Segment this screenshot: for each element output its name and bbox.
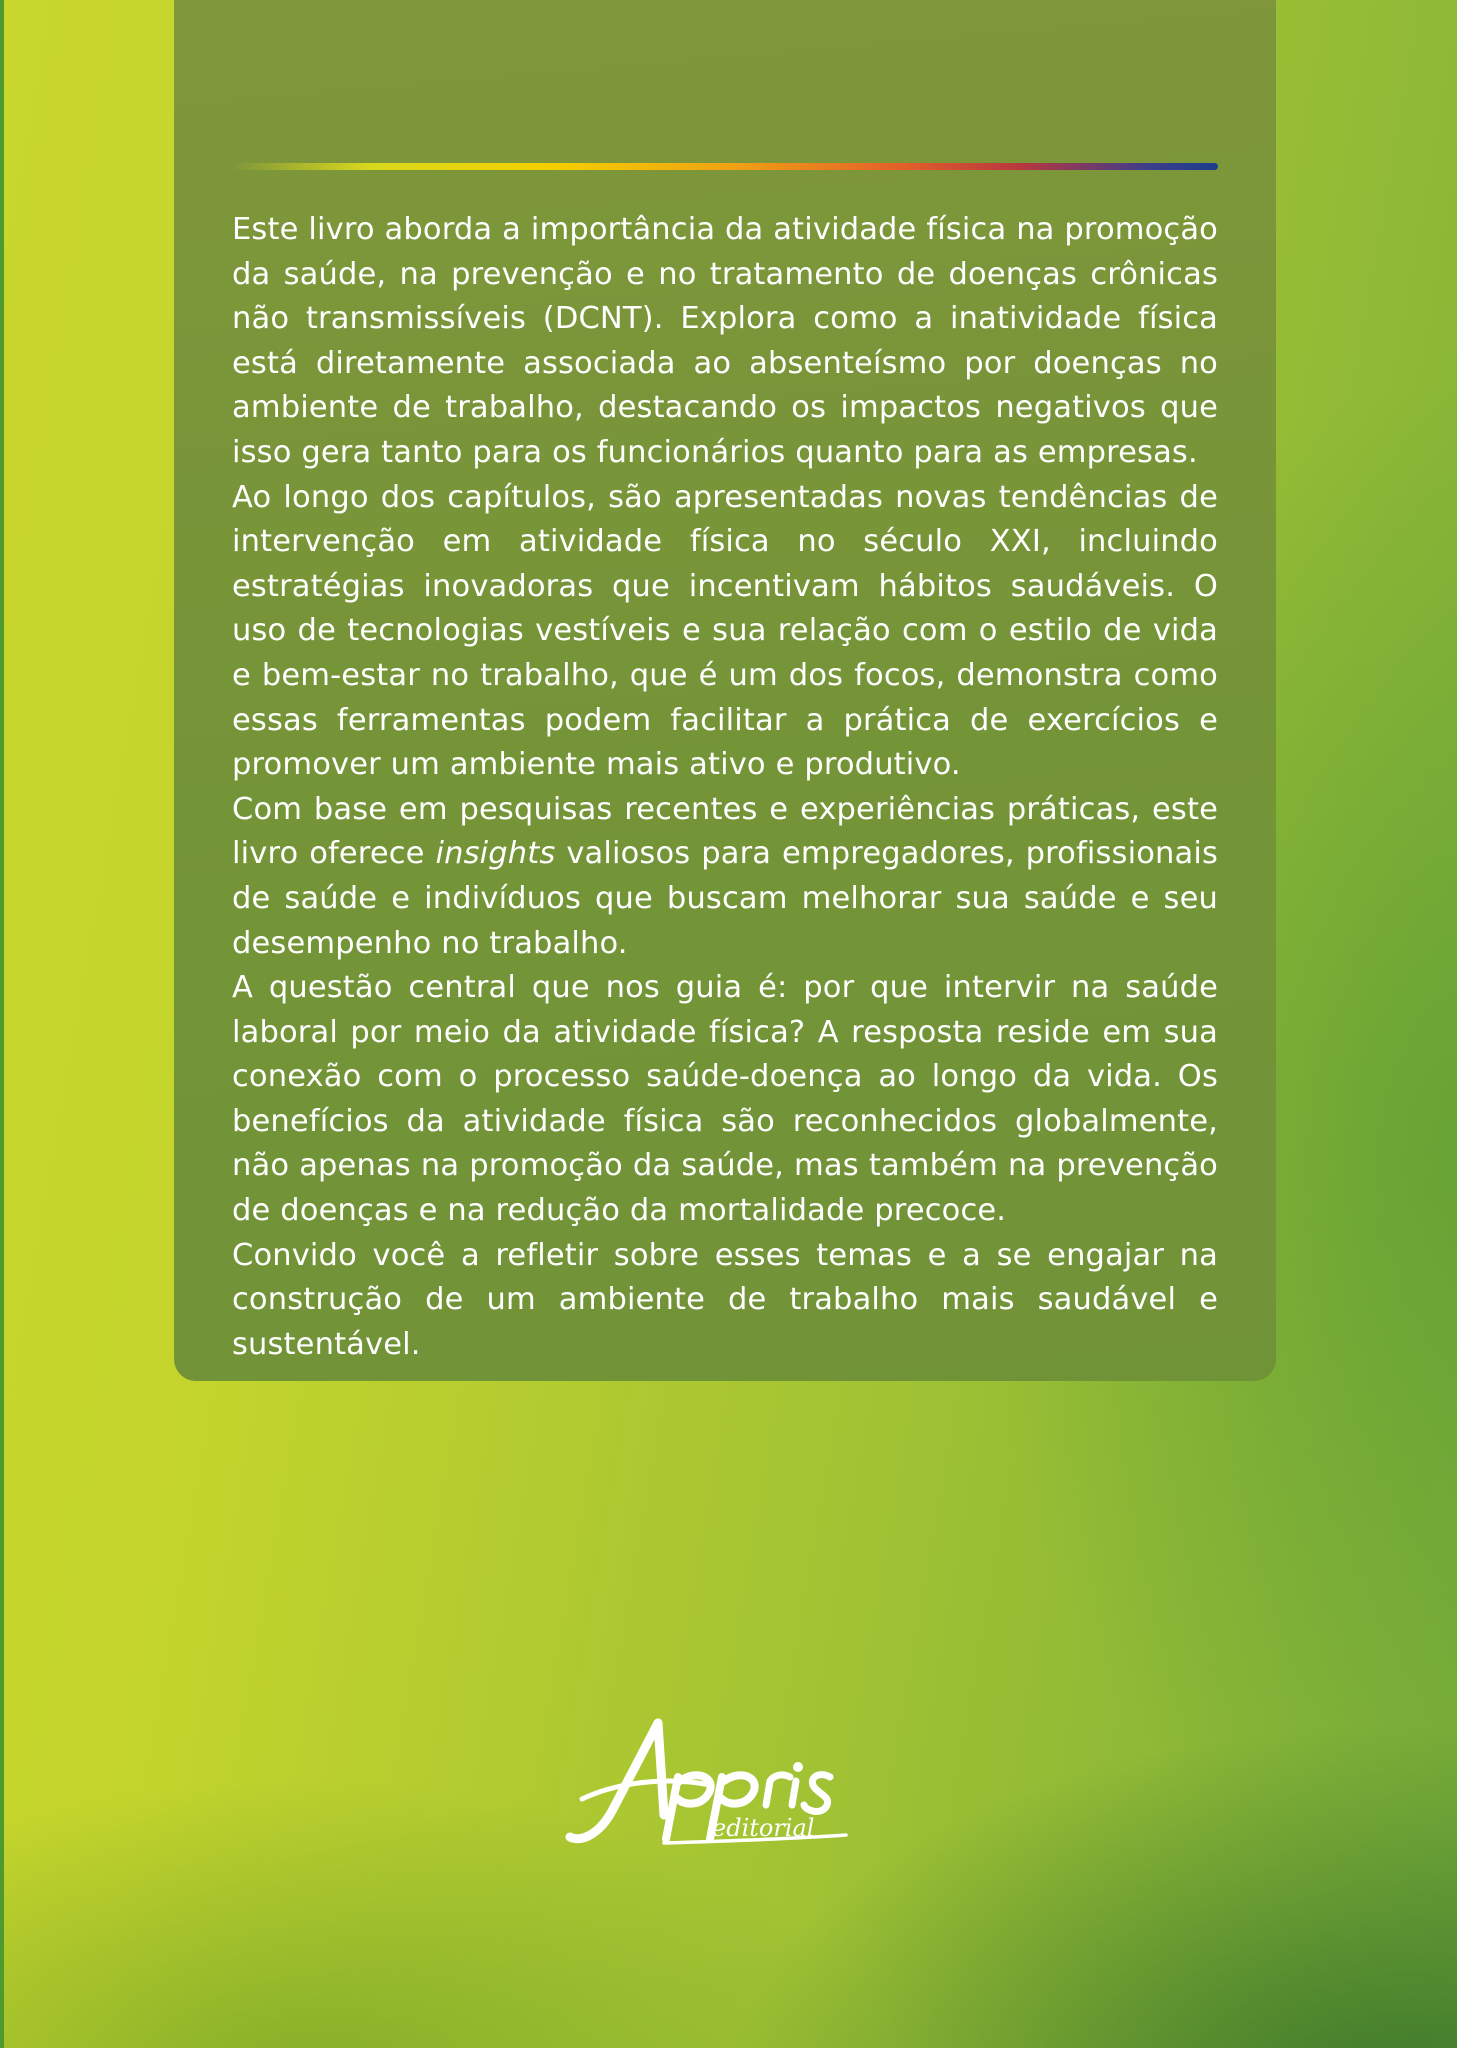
appris-logo-icon xyxy=(560,1715,860,1850)
synopsis-text xyxy=(232,208,1218,1367)
paragraph-3 xyxy=(232,788,1218,966)
paragraph-3-start: Com base em pesquisas recentes e experiências práticas, este livro oferece xyxy=(232,791,1218,872)
insights-emphasis: insights xyxy=(435,836,556,872)
paragraph-5: Convido você a refletir sobre esses temas e a se engajar na construção de um ambiente de trabalho mais saudável e sustentável. xyxy=(232,1237,1218,1362)
paragraph-3-end: valiosos para empregadores, profissionais de saúde e indivíduos que buscam melhorar sua saúde e seu desempenho no trabalho. xyxy=(232,836,1218,961)
paragraph-2: Ao longo dos capítulos, são apresentadas novas tendências de intervenção em atividade física no século XXI, incluindo estratégias inovadoras que incentivam hábitos saudáveis. O uso de tecnologias vestíveis e sua relação com o estilo de vida e bem-estar no trabalho, que é um dos focos, demonstra como essas ferramentas podem facilitar a prática de exercícios e promover um ambiente mais ativo e produtivo. xyxy=(232,479,1218,783)
gradient-divider xyxy=(232,163,1218,170)
paragraph-4: A questão central que nos guia é: por que intervir na saúde laboral por meio da atividade física? A resposta reside em sua conexão com o processo saúde-doença ao longo da vida. Os benefícios da atividade física são reconhecidos globalmente, não apenas na promoção da saúde, mas também na prevenção de doenças e na redução da mortalidade precoce. xyxy=(232,970,1218,1229)
logo-subtitle: editorial xyxy=(712,1814,815,1842)
paragraph-1: Este livro aborda a importância da atividade física na promoção da saúde, na prevenção e no tratamento de doenças crônicas não transmissíveis (DCNT). Explora como a inatividade física está diretamente associada ao absenteísmo por doenças no ambiente de trabalho, destacando os impactos negativos que isso gera tanto para os funcionários quanto para as empresas. xyxy=(232,212,1218,470)
appris-editorial-logo xyxy=(560,1715,860,1850)
